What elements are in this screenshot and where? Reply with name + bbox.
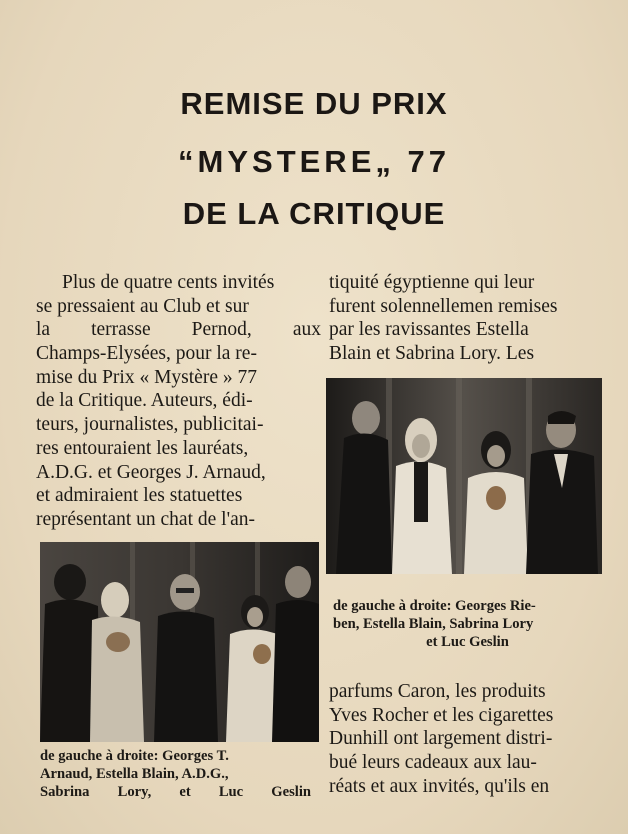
word: terrasse [91, 319, 151, 341]
text-line: et admiraient les statuettes [36, 485, 243, 507]
text-line: se pressaient au Club et sur [36, 295, 249, 317]
headline-line-3: DE LA CRITIQUE [182, 196, 446, 231]
text-line: A.D.G. et Georges J. Arnaud, [36, 461, 266, 483]
headline-line-2: “MYSTERE„ 77 [178, 144, 450, 179]
caption-line: ben, Estella Blain, Sabrina Lory [333, 616, 534, 632]
caption-line: Arnaud, Estella Blain, A.D.G., [40, 766, 229, 782]
photo-left-image [40, 542, 319, 742]
photo-group-of-four [326, 378, 602, 574]
word: Luc [218, 784, 244, 800]
photo-left-caption [40, 747, 311, 801]
article-right-column-top [329, 271, 601, 366]
text-line: Yves Rocher et les cigarettes [329, 704, 554, 726]
word: Sabrina [40, 784, 90, 800]
word: Lory, [117, 784, 152, 800]
photo-right-caption [333, 597, 602, 651]
word: aux [292, 319, 321, 341]
text-line: bué leurs cadeaux aux lau- [329, 752, 537, 774]
word: et [179, 784, 191, 800]
text-line: mise du Prix « Mystère » 77 [36, 366, 257, 388]
text-line: Champs-Elysées, pour la re- [36, 343, 257, 365]
text-line: Blain et Sabrina Lory. Les [329, 343, 535, 365]
text-line: parfums Caron, les produits [329, 681, 546, 702]
text-line: représentant un chat de l'an- [36, 508, 255, 530]
text-line: Dunhill ont largement distri- [329, 728, 553, 750]
caption-line: de gauche à droite: Georges Rie- [333, 598, 536, 614]
text-line: teurs, journalistes, publicitai- [36, 414, 264, 436]
article-left-column [36, 271, 321, 532]
headline-line-1: REMISE DU PRIX [180, 86, 448, 121]
photo-right-image [326, 378, 602, 574]
word: la [36, 319, 51, 341]
caption-line: de gauche à droite: Georges T. [40, 748, 229, 764]
text-line: tiquité égyptienne qui leur [329, 272, 535, 293]
text-line: res entouraient les lauréats, [36, 437, 249, 459]
caption-line: et Luc Geslin [426, 634, 509, 650]
text-line: réats et aux invités, qu'ils en [329, 775, 550, 797]
word: Geslin [271, 784, 311, 800]
text-line: Plus de quatre cents invités [62, 272, 275, 293]
text-line: de la Critique. Auteurs, édi- [36, 390, 253, 412]
text-line: par les ravissantes Estella [329, 319, 529, 341]
text-line: furent solennellemen remises [329, 295, 558, 317]
word: Pernod, [191, 319, 252, 341]
caption-line [40, 783, 311, 801]
photo-group-of-five [40, 542, 319, 742]
text-line [36, 318, 321, 342]
article-right-column-bottom [329, 680, 601, 798]
